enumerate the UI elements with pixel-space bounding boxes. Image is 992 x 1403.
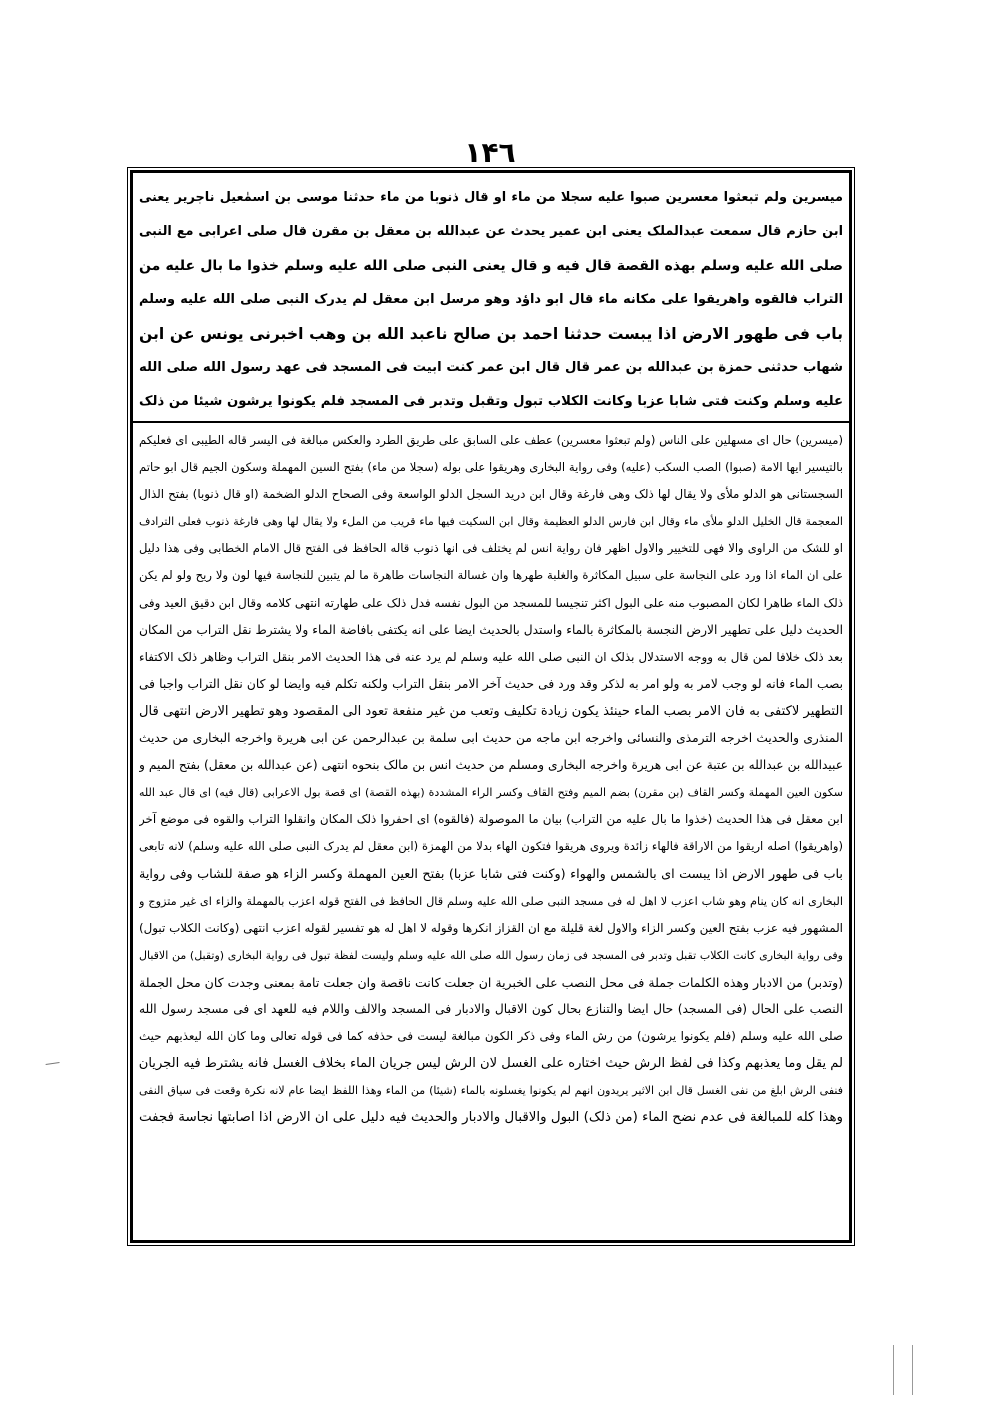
commentary-line: الحدیث دلیل علی تطهیر الارض النجسة بالمکاثرة بالماء واستدل بالحدیث ایضا علی انه یکتفی بافاضة الماء ولا یشترط نقل التراب من المکان	[139, 622, 843, 637]
section-divider	[133, 421, 849, 423]
commentary-line: (واهریقوا) اصله اریقوا من الاراقة فالهاء زائدة ویروی هریقوا فتکون الهاء بدلا من الهمزة (ابن معقل لم یدرک النبی صلی الله علیه وسلم) لانه تابعی	[139, 839, 843, 854]
scan-edge-mark	[912, 1345, 916, 1395]
commentary-line: (میسرین) حال ای مسهلین علی الناس (ولم تبعثوا معسرین) عطف علی السابق علی طریق الطرد والعکس مبالغة فی الیسر قاله الطیبی ای فعلیکم	[139, 433, 843, 447]
hadith-line: شهاب حدثنی حمزة بن عبدالله بن عمر قال قال ابن عمر کنت ابیت فی المسجد فی عهد رسول الله صلی الله	[139, 360, 843, 375]
hadith-line: التراب فالقوه واهریقوا علی مکانه ماء قال ابو داؤد وهو مرسل ابن معقل لم یدرک النبی صلی الله علیه وسلم	[139, 292, 843, 307]
commentary-line: المشهور فیه عزب بفتح العین وکسر الزاء والاول لغة قلیلة مع ان القزاز انکرها وقوله لا اهل له هو تفسیر لقوله اعزب انتهی (وکانت الکلاب تبول)	[139, 920, 843, 935]
commentary-line: وهذا کله للمبالغة فی عدم نضح الماء (من ذلک) البول والاقبال والادبار والحدیث فیه دلیل علی ان الارض اذا اصابتها نجاسة فجفت	[139, 1110, 843, 1126]
commentary-line: وفی روایة البخاری کانت الکلاب تقبل وتدبر فی المسجد فی زمان رسول الله صلی الله علیه وسلم ولیست لفظة تبول فی روایة البخاری (وتقبل) من الاقبال	[139, 948, 843, 962]
commentary-line: السجستانی هو الدلو ملأی ولا یقال لها ذلک وهی فارغة وقال ابن درید السجل الدلو الواسعة وفی الصحاح الدلو الضخمة (او قال ذنوبا) بفتح الذال	[139, 487, 843, 502]
commentary-line: باب فی طهور الارض اذا یبست ای بالشمس والهواء (وکنت فتی شابا عزبا) بفتح العین المهملة وکسر الزاء هو صفة للشاب وفی روایة	[139, 866, 843, 882]
hadith-text	[139, 181, 843, 419]
hadith-line: باب فی طهور الارض اذا یبست حدثنا احمد بن صالح ناعبد الله بن وهب اخبرنی یونس عن ابن	[139, 325, 843, 343]
commentary-line: صلی الله علیه وسلم (فلم یکونوا یرشون) من رش الماء وفی ذکر الکون مبالغة لیست فی حذفه کما فی قوله تعالی وما کان الله لیعذبهم حیث	[139, 1029, 843, 1044]
commentary-line: علی ان الماء اذا ورد علی النجاسة علی سبیل المکاثرة والغلبة طهرها وان غسالة النجاسات طاهرة ما لم یتبین للنجاسة فیها لون ولا ریح ولو لم یکن	[139, 568, 843, 583]
commentary-line: ذلک الماء طاهرا لکان المصبوب منه علی البول اکثر تنجیسا للمسجد من البول نفسه فدل ذلک علی طهارته انتهی کلامه وقال ابن دقیق العید وفی	[139, 595, 843, 610]
hadith-line: علیه وسلم وکنت فتی شابا عزبا وکانت الکلاب تبول وتقبل وتدبر فی المسجد فلم یکونوا یرشون شیئا من ذلک	[139, 394, 843, 409]
commentary-line: او للشک من الراوی والا فهی للتخییر والاول اظهر فان روایة انس لم یختلف فی انها ذنوب قاله الحافظ فی الفتح قال الامام الخطابی وفی هذا دلیل	[139, 541, 843, 556]
commentary-line: (وتدبر) من الادبار وهذه الکلمات جملة فی محل النصب علی الخبریة ان جعلت کانت ناقصة وان جعلت تامة بمعنی وجدت کان محل الجملة	[139, 974, 843, 990]
commentary-line: عبیدالله بن عبدالله بن عتبة عن ابی هریرة واخرجه البخاری ومسلم من حدیث انس بن مالک بنحوه انتهی (عن عبدالله بن معقل) بفتح المیم و	[139, 758, 843, 773]
commentary-line: فنفی الرش ابلغ من نفی الغسل قال ابن الاثیر یریدون انهم لم یکونوا یغسلونه بالماء (شیئا) من الماء وهذا اللفظ ایضا عام لانه نکرة وقعت فی سیاق النفی	[139, 1084, 843, 1098]
commentary-line: النصب علی الحال (فی المسجد) حال ایضا والتنازع بحال کون الاقبال والادبار فی المسجد والالف واللام فیه للعهد ای فی مسجد رسول الله	[139, 1001, 843, 1016]
commentary-line: بعد ذلک خلافا لمن قال به ووجه الاستدلال بذلک ان النبی صلی الله علیه وسلم لم یرد عنه فی هذا الحدیث الامر بنقل التراب وظاهر ذلک الاکتفاء	[139, 649, 843, 664]
commentary-line: المعجمة قال الخلیل الدلو ملأی ماء وقال ابن فارس الدلو العظیمة وقال ابن السکیت فیها ماء قریب من الملء ولا یقال لها وهی فارغة ذنوب فعلی الترادف	[139, 515, 843, 529]
commentary-line: البخاری انه کان ینام وهو شاب اعزب لا اهل له فی مسجد النبی صلی الله علیه وسلم قال الحافظ فی الفتح قوله اعزب بالمهملة والزاء ای غیر متزوج و	[139, 894, 843, 908]
commentary-line: بالتیسیر ایها الامة (صبوا) الصب السکب (علیه) وفی روایة البخاری وهریقوا علی بوله (سجلا من ماء) بفتح السین المهملة وسکون الجیم قال ابو حاتم	[139, 460, 843, 475]
commentary-line: سکون العین المهملة وکسر القاف (بن مقرن) بضم المیم وفتح القاف وکسر الراء المشددة (بهذه القصة) ای قصة بول الاعرابی (قال فیه) ای قال عبد الله	[139, 786, 843, 800]
scan-edge-mark	[893, 1345, 897, 1395]
hadith-line: میسرین ولم تبعثوا معسرین صبوا علیه سجلا من ماء او قال ذنوبا من ماء حدثنا موسی بن اسمٰعیل ناجریر یعنی	[139, 190, 843, 205]
text-frame	[130, 170, 852, 1243]
hadith-line: صلی الله علیه وسلم بهذه القصة قال فیه و قال یعنی النبی صلی الله علیه وسلم خذوا ما بال علیه من	[139, 258, 843, 274]
commentary-line: لم یقل وما یعذبهم وکذا فی لفظ الرش حیث اختاره علی الغسل لان الرش لیس جریان الماء بخلاف الغسل فانه یشترط فیه الجریان	[139, 1056, 843, 1072]
commentary-line: بصب الماء فانه لو وجب لامر به ولو امر به لذکر وقد ورد فی حدیث آخر الامر بنقل التراب ولکنه تکلم فیه وایضا لو کان نقل التراب واجبا فی	[139, 676, 843, 691]
hadith-line: ابن حازم قال سمعت عبدالملک یعنی ابن عمیر یحدث عن عبدالله بن معقل بن مقرن قال صلی اعرابی مع النبی	[139, 224, 843, 239]
commentary-text	[139, 427, 843, 1131]
commentary-line: التطهیر لاکتفی به فان الامر بصب الماء حینئذ یکون زیادة تکلیف وتعب من غیر منفعة تعود الی المقصود وهو تطهیر الارض انتهی قال	[139, 703, 843, 719]
margin-mark	[46, 1062, 61, 1071]
commentary-line: المنذری والحدیث اخرجه الترمذی والنسائی واخرجه ابن ماجه من حدیث ابی سلمة بن عبدالرحمن عن ابی هریرة واخرجه البخاری من حدیث	[139, 731, 843, 746]
page-number: ١۴٦	[464, 136, 516, 169]
commentary-line: ابن معقل فی هذا الحدیث (خذوا ما بال علیه من التراب) بیان ما الموصولة (فالقوه) ای احفروا ذلک المکان وانقلوا التراب والقوه فی موضع آخر	[139, 812, 843, 827]
